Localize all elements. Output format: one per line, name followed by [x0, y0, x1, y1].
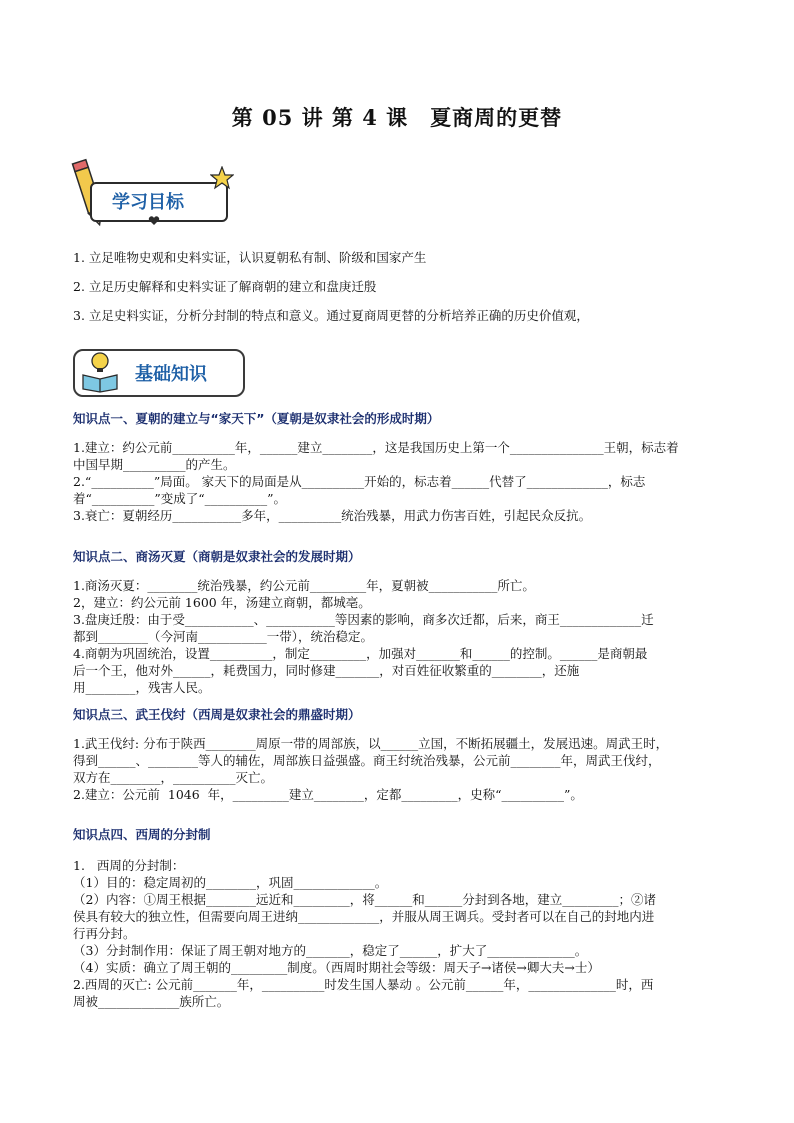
- section-line: 着“__________”变成了“__________”。: [73, 491, 287, 506]
- learning-goals-badge: [70, 156, 240, 228]
- section-line: 4.商朝为巩固统治，设置__________，制定_________，加强对_______和______的控制。______是商朝最: [73, 646, 648, 661]
- section-line: 得到______、________等人的辅佐，周部族日益强盛。商王纣统治残暴，公元前________年，周武王伐纣，: [73, 753, 661, 768]
- section-shang: [73, 548, 723, 696]
- section-line: （3）分封制作用：保证了周王朝对地方的_______，稳定了______，扩大了______________。: [73, 943, 588, 958]
- section-line: （4）实质：确立了周王朝的_________制度。（西周时期社会等级：周天子→诸侯→卿大夫→士）: [73, 960, 600, 975]
- section-line: 2，建立：约公元前 1600 年，汤建立商朝，都城亳。: [73, 595, 371, 610]
- section-line: 1. 西周的分封制：: [73, 858, 185, 873]
- learning-goals-label: 学习目标: [112, 192, 184, 213]
- section-line: 都到________（今河南___________一带），统治稳定。: [73, 629, 374, 644]
- section-heading: 知识点一、夏朝的建立与“家天下”（夏朝是奴隶社会的形成时期）: [73, 411, 440, 426]
- section-line: 1.商汤灭夏：________统治残暴，约公元前_________年，夏朝被___________所亡。: [73, 578, 535, 593]
- section-line: 2.西周的灭亡: 公元前_______年，__________时发生国人暴动 。公元前______年，______________时，西: [73, 977, 654, 992]
- section-feudal-system: [73, 826, 723, 1010]
- section-line: 1.武王伐纣: 分布于陕西________周原一带的周部族，以______立国，不断拓展疆土，发展迅速。周武王时，: [73, 736, 669, 751]
- section-line: 3.盘庚迁殷：由于受___________、___________等因素的影响，商多次迁都，后来，商王_____________迁: [73, 612, 654, 627]
- section-line: 侯具有较大的独立性，但需要向周王进纳_____________，并服从周王调兵。受封者可以在自己的封地内进: [73, 909, 655, 924]
- section-line: 后一个王，他对外______，耗费国力，同时修建_______，对百姓征收繁重的________，还施: [73, 663, 580, 678]
- section-line: 周被_____________族所亡。: [73, 994, 230, 1009]
- heart-icon: [148, 216, 160, 226]
- objective-item: 3. 立足史料实证，分析分封制的特点和意义。通过夏商周更替的分析培养正确的历史价值观，: [73, 308, 589, 323]
- section-heading: 知识点二、商汤灭夏（商朝是奴隶社会的发展时期）: [73, 549, 361, 564]
- section-line: 用________，残害人民。: [73, 680, 211, 695]
- section-zhou-conquest: [73, 706, 723, 803]
- star-icon: [210, 166, 234, 190]
- section-line: 1.建立：约公元前__________年，______建立________，这是我国历史上第一个_______________王朝，标志着: [73, 440, 679, 455]
- section-xia: [73, 410, 723, 524]
- section-line: 双方在________，__________灭亡。: [73, 770, 274, 785]
- section-line: （2）内容：①周王根据________远近和_________，将______和______分封到各地，建立_________；②诸: [73, 892, 656, 907]
- section-line: 2.建立：公元前 1046 年，_________建立________，定都_________，史称“__________”。: [73, 787, 583, 802]
- basic-knowledge-label: 基础知识: [135, 364, 207, 385]
- section-line: 3.衰亡：夏朝经历___________多年，__________统治残暴，用武力伤害百姓，引起民众反抗。: [73, 508, 592, 523]
- objective-item: 2. 立足历史解释和史料实证了解商朝的建立和盘庚迁殷: [73, 279, 377, 294]
- page-title: 第 05 讲 第 4 课 夏商周的更替: [231, 105, 563, 130]
- section-line: 2.“__________”局面。 家天下的局面是从__________开始的，标志着______代替了_____________，标志: [73, 474, 646, 489]
- section-heading: 知识点三、武王伐纣（西周是奴隶社会的鼎盛时期）: [73, 707, 361, 722]
- section-line: （1）目的：稳定周初的________，巩固_____________。: [73, 875, 388, 890]
- section-line: 中国早期__________的产生。: [73, 457, 236, 472]
- learning-objectives: [73, 249, 733, 336]
- book-lightbulb-icon: [79, 349, 121, 393]
- objective-item: 1. 立足唯物史观和史料实证，认识夏朝私有制、阶级和国家产生: [73, 250, 427, 265]
- section-heading: 知识点四、西周的分封制: [73, 827, 211, 842]
- basic-knowledge-badge: [73, 347, 248, 397]
- section-line: 行再分封。: [73, 926, 136, 941]
